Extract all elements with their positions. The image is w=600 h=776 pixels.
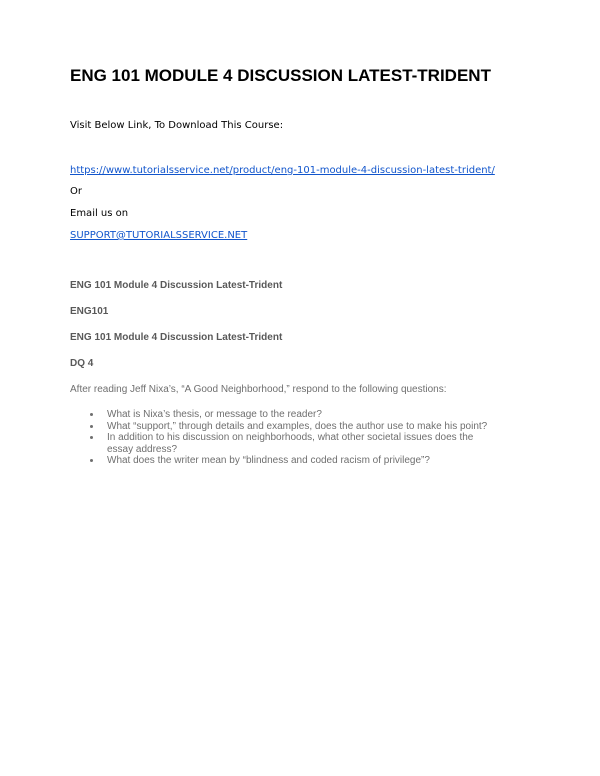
bullet-icon xyxy=(90,425,93,428)
question-text: What does the writer mean by “blindness and coded racism of privilege”? xyxy=(107,455,430,466)
question-text: What is Nixa’s thesis, or message to the reader? xyxy=(107,409,322,420)
bullet-icon xyxy=(90,413,93,416)
email-link-line xyxy=(70,230,247,241)
prompt-text: After reading Jeff Nixa’s, “A Good Neighborhood,” respond to the following questions: xyxy=(70,384,447,395)
list-item xyxy=(90,455,490,467)
list-item xyxy=(90,421,490,433)
or-text: Or xyxy=(70,186,82,197)
intro-text: Visit Below Link, To Download This Course: xyxy=(70,120,284,131)
question-text: In addition to his discussion on neighborhoods, what other societal issues does the essay address? xyxy=(107,432,474,455)
question-text: What “support,” through details and examples, does the author use to make his point? xyxy=(107,420,488,432)
list-item xyxy=(90,409,490,421)
question-list xyxy=(90,409,490,467)
list-item xyxy=(90,432,490,455)
section-heading-2: ENG 101 Module 4 Discussion Latest-Trident xyxy=(70,332,283,343)
section-heading-1: ENG 101 Module 4 Discussion Latest-Trident xyxy=(70,280,283,291)
course-link[interactable]: https://www.tutorialsservice.net/product/eng-101-module-4-discussion-latest-trident/ xyxy=(70,165,495,176)
document-title: ENG 101 MODULE 4 DISCUSSION LATEST-TRIDENT xyxy=(70,66,491,85)
course-link-line xyxy=(70,165,495,176)
email-link[interactable]: SUPPORT@TUTORIALSSERVICE.NET xyxy=(70,230,248,241)
email-label: Email us on xyxy=(70,208,129,219)
dq-label: DQ 4 xyxy=(70,358,94,369)
bullet-icon xyxy=(90,459,93,462)
bullet-icon xyxy=(90,436,93,439)
course-code: ENG101 xyxy=(70,306,109,317)
